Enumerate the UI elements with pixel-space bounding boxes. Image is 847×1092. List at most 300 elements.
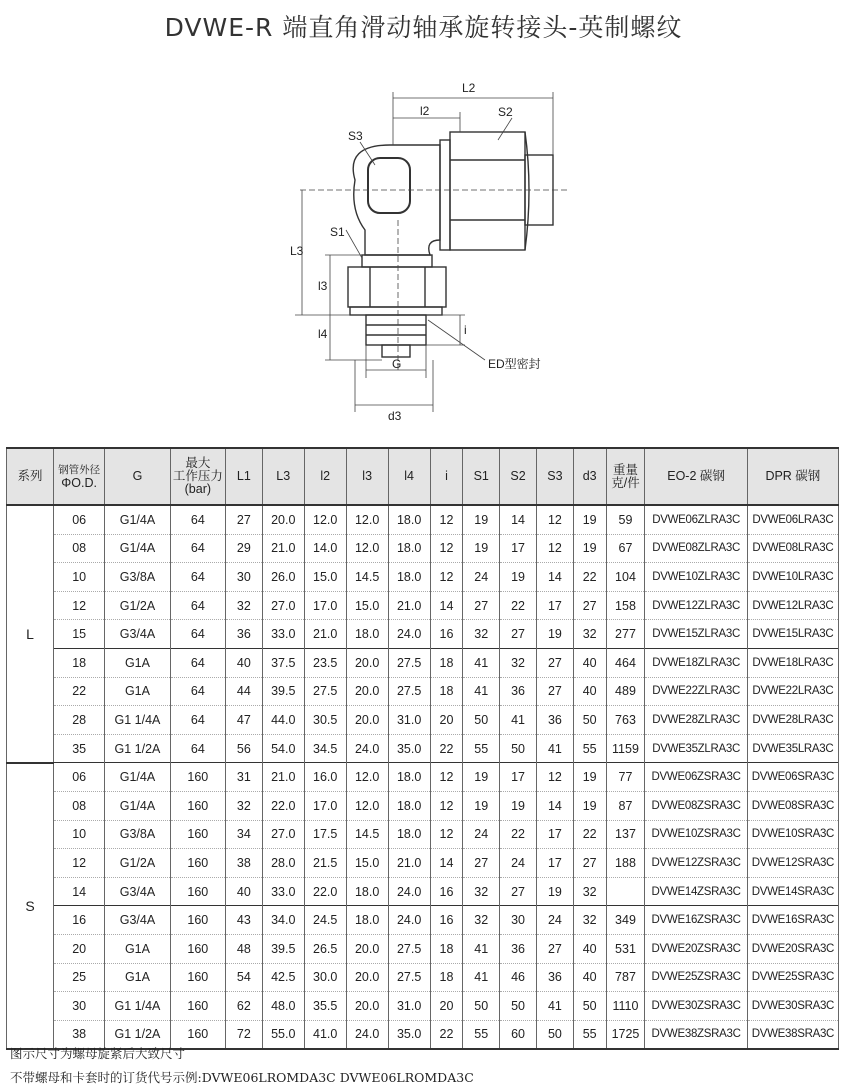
cell-S2: 17 [500, 534, 537, 563]
cell-L3: 21.0 [262, 534, 304, 563]
cell-od: 06 [54, 763, 105, 792]
cell-d3: 50 [573, 992, 606, 1021]
cell-p: 160 [170, 963, 225, 992]
cell-l2: 22.0 [304, 877, 346, 906]
cell-S3: 24 [536, 906, 573, 935]
cell-S3: 17 [536, 820, 573, 849]
cell-dpr: DVWE20SRA3C [747, 934, 838, 963]
cell-S2: 41 [500, 706, 537, 735]
cell-w: 1159 [606, 734, 645, 763]
cell-L3: 55.0 [262, 1020, 304, 1049]
cell-L1: 29 [225, 534, 262, 563]
cell-g: G1/4A [105, 505, 170, 534]
table-row [7, 677, 839, 706]
cell-l3: 14.5 [346, 563, 388, 592]
cell-L3: 48.0 [262, 992, 304, 1021]
cell-l4: 18.0 [388, 534, 430, 563]
cell-l2: 14.0 [304, 534, 346, 563]
cell-g: G3/4A [105, 906, 170, 935]
cell-S1: 41 [463, 963, 500, 992]
cell-S3: 12 [536, 763, 573, 792]
cell-g: G3/8A [105, 820, 170, 849]
label-S1: S1 [330, 225, 345, 239]
table-header-row [7, 448, 839, 505]
cell-eo2: DVWE18ZLRA3C [645, 648, 747, 677]
table-row [7, 591, 839, 620]
cell-d3: 27 [573, 591, 606, 620]
cell-S3: 41 [536, 734, 573, 763]
cell-w: 87 [606, 791, 645, 820]
cell-l4: 24.0 [388, 906, 430, 935]
cell-dpr: DVWE14SRA3C [747, 877, 838, 906]
cell-d3: 55 [573, 734, 606, 763]
cell-g: G1A [105, 963, 170, 992]
cell-i: 18 [430, 934, 463, 963]
cell-l3: 12.0 [346, 505, 388, 534]
cell-dpr: DVWE06SRA3C [747, 763, 838, 792]
table-row [7, 505, 839, 534]
cell-eo2: DVWE38ZSRA3C [645, 1020, 747, 1049]
cell-l2: 15.0 [304, 563, 346, 592]
cell-d3: 19 [573, 505, 606, 534]
cell-eo2: DVWE10ZSRA3C [645, 820, 747, 849]
cell-S3: 27 [536, 677, 573, 706]
table-row [7, 734, 839, 763]
header-series: 系列 [7, 448, 54, 505]
cell-L1: 47 [225, 706, 262, 735]
cell-S1: 24 [463, 820, 500, 849]
cell-S2: 32 [500, 648, 537, 677]
cell-l2: 34.5 [304, 734, 346, 763]
table-row [7, 763, 839, 792]
cell-i: 18 [430, 963, 463, 992]
header-l3: l3 [346, 448, 388, 505]
cell-S1: 19 [463, 505, 500, 534]
cell-i: 20 [430, 992, 463, 1021]
cell-l3: 18.0 [346, 877, 388, 906]
cell-d3: 40 [573, 934, 606, 963]
cell-eo2: DVWE08ZSRA3C [645, 791, 747, 820]
cell-d3: 19 [573, 763, 606, 792]
cell-w: 787 [606, 963, 645, 992]
cell-dpr: DVWE25SRA3C [747, 963, 838, 992]
cell-g: G1/4A [105, 763, 170, 792]
cell-g: G1 1/2A [105, 1020, 170, 1049]
cell-L1: 27 [225, 505, 262, 534]
cell-S1: 32 [463, 906, 500, 935]
cell-l4: 21.0 [388, 591, 430, 620]
cell-S2: 46 [500, 963, 537, 992]
cell-S2: 50 [500, 734, 537, 763]
header-S3: S3 [536, 448, 573, 505]
header-l4: l4 [388, 448, 430, 505]
cell-S1: 19 [463, 763, 500, 792]
cell-eo2: DVWE10ZLRA3C [645, 563, 747, 592]
cell-w: 158 [606, 591, 645, 620]
cell-L3: 26.0 [262, 563, 304, 592]
header-g: G [105, 448, 170, 505]
cell-eo2: DVWE12ZLRA3C [645, 591, 747, 620]
cell-S1: 55 [463, 1020, 500, 1049]
cell-i: 18 [430, 648, 463, 677]
cell-l3: 20.0 [346, 677, 388, 706]
label-S3: S3 [348, 129, 363, 143]
cell-i: 18 [430, 677, 463, 706]
cell-S3: 17 [536, 591, 573, 620]
cell-S3: 36 [536, 963, 573, 992]
cell-i: 22 [430, 1020, 463, 1049]
cell-w: 1110 [606, 992, 645, 1021]
cell-l3: 24.0 [346, 1020, 388, 1049]
cell-S2: 24 [500, 849, 537, 878]
cell-eo2: DVWE28ZLRA3C [645, 706, 747, 735]
cell-l2: 16.0 [304, 763, 346, 792]
cell-l4: 35.0 [388, 734, 430, 763]
cell-w: 1725 [606, 1020, 645, 1049]
cell-eo2: DVWE35ZLRA3C [645, 734, 747, 763]
cell-L1: 44 [225, 677, 262, 706]
header-pressure: 最大 工作压力 (bar) [170, 448, 225, 505]
cell-L1: 40 [225, 648, 262, 677]
cell-L1: 32 [225, 791, 262, 820]
cell-l2: 23.5 [304, 648, 346, 677]
note-order-code: 不带螺母和卡套时的订货代号示例:DVWE06LROMDA3C DVWE06LROMDA3C [10, 1070, 474, 1085]
cell-l4: 24.0 [388, 620, 430, 649]
cell-S3: 41 [536, 992, 573, 1021]
cell-d3: 32 [573, 877, 606, 906]
label-L2: L2 [462, 81, 476, 95]
cell-L3: 39.5 [262, 677, 304, 706]
header-d3: d3 [573, 448, 606, 505]
cell-S1: 41 [463, 648, 500, 677]
cell-p: 64 [170, 677, 225, 706]
cell-w: 489 [606, 677, 645, 706]
cell-l4: 18.0 [388, 505, 430, 534]
cell-l4: 27.5 [388, 648, 430, 677]
spec-table [6, 447, 839, 1050]
table-row [7, 877, 839, 906]
cell-l2: 26.5 [304, 934, 346, 963]
cell-od: 30 [54, 992, 105, 1021]
cell-d3: 22 [573, 563, 606, 592]
cell-L3: 33.0 [262, 877, 304, 906]
cell-eo2: DVWE06ZLRA3C [645, 505, 747, 534]
label-G: G [392, 357, 402, 371]
cell-S3: 12 [536, 534, 573, 563]
cell-eo2: DVWE22ZLRA3C [645, 677, 747, 706]
cell-L1: 48 [225, 934, 262, 963]
cell-l4: 27.5 [388, 934, 430, 963]
cell-dpr: DVWE06LRA3C [747, 505, 838, 534]
cell-S2: 17 [500, 763, 537, 792]
cell-l4: 18.0 [388, 763, 430, 792]
cell-l3: 12.0 [346, 763, 388, 792]
cell-S2: 14 [500, 505, 537, 534]
table-row [7, 791, 839, 820]
cell-l2: 41.0 [304, 1020, 346, 1049]
cell-g: G1/2A [105, 849, 170, 878]
cell-p: 160 [170, 877, 225, 906]
cell-g: G1 1/2A [105, 734, 170, 763]
cell-l4: 35.0 [388, 1020, 430, 1049]
cell-S2: 30 [500, 906, 537, 935]
cell-S3: 50 [536, 1020, 573, 1049]
cell-eo2: DVWE16ZSRA3C [645, 906, 747, 935]
cell-S3: 36 [536, 706, 573, 735]
cell-L3: 33.0 [262, 620, 304, 649]
cell-L1: 30 [225, 563, 262, 592]
cell-l3: 24.0 [346, 734, 388, 763]
cell-L3: 42.5 [262, 963, 304, 992]
cell-L1: 36 [225, 620, 262, 649]
cell-L1: 72 [225, 1020, 262, 1049]
cell-l2: 30.5 [304, 706, 346, 735]
cell-l2: 24.5 [304, 906, 346, 935]
cell-l2: 17.0 [304, 791, 346, 820]
cell-i: 12 [430, 563, 463, 592]
cell-od: 08 [54, 534, 105, 563]
header-eo2: EO-2 碳钢 [645, 448, 747, 505]
cell-g: G3/4A [105, 877, 170, 906]
cell-l3: 20.0 [346, 706, 388, 735]
cell-g: G1 1/4A [105, 706, 170, 735]
cell-l4: 27.5 [388, 963, 430, 992]
cell-g: G1A [105, 934, 170, 963]
cell-l2: 17.5 [304, 820, 346, 849]
cell-od: 20 [54, 934, 105, 963]
cell-l4: 21.0 [388, 849, 430, 878]
table-row [7, 563, 839, 592]
cell-S1: 32 [463, 877, 500, 906]
cell-p: 64 [170, 534, 225, 563]
cell-d3: 32 [573, 620, 606, 649]
cell-i: 16 [430, 906, 463, 935]
cell-dpr: DVWE10LRA3C [747, 563, 838, 592]
cell-S3: 27 [536, 934, 573, 963]
header-weight: 重量 克/件 [606, 448, 645, 505]
cell-i: 16 [430, 620, 463, 649]
cell-od: 14 [54, 877, 105, 906]
cell-w [606, 877, 645, 906]
cell-p: 64 [170, 648, 225, 677]
cell-S2: 50 [500, 992, 537, 1021]
fitting-drawing [250, 70, 610, 430]
cell-w: 349 [606, 906, 645, 935]
cell-w: 137 [606, 820, 645, 849]
cell-l3: 15.0 [346, 849, 388, 878]
cell-i: 12 [430, 763, 463, 792]
cell-d3: 55 [573, 1020, 606, 1049]
cell-dpr: DVWE08LRA3C [747, 534, 838, 563]
cell-L3: 27.0 [262, 591, 304, 620]
cell-od: 22 [54, 677, 105, 706]
cell-d3: 27 [573, 849, 606, 878]
cell-p: 160 [170, 791, 225, 820]
cell-L3: 20.0 [262, 505, 304, 534]
cell-w: 67 [606, 534, 645, 563]
cell-S2: 19 [500, 791, 537, 820]
page-title: DVWE-R 端直角滑动轴承旋转接头-英制螺纹 [164, 13, 683, 42]
series-S: S [7, 763, 54, 1049]
cell-dpr: DVWE18LRA3C [747, 648, 838, 677]
table-row [7, 534, 839, 563]
cell-dpr: DVWE16SRA3C [747, 906, 838, 935]
cell-S2: 27 [500, 620, 537, 649]
cell-l4: 18.0 [388, 820, 430, 849]
cell-dpr: DVWE22LRA3C [747, 677, 838, 706]
cell-L3: 34.0 [262, 906, 304, 935]
cell-S3: 14 [536, 791, 573, 820]
table-row [7, 906, 839, 935]
cell-w: 104 [606, 563, 645, 592]
label-L3: L3 [290, 244, 304, 258]
cell-od: 08 [54, 791, 105, 820]
cell-d3: 19 [573, 534, 606, 563]
cell-l4: 27.5 [388, 677, 430, 706]
cell-dpr: DVWE12SRA3C [747, 849, 838, 878]
table-row [7, 706, 839, 735]
cell-i: 20 [430, 706, 463, 735]
cell-dpr: DVWE35LRA3C [747, 734, 838, 763]
cell-S1: 41 [463, 677, 500, 706]
cell-w: 763 [606, 706, 645, 735]
cell-S1: 27 [463, 591, 500, 620]
cell-eo2: DVWE08ZLRA3C [645, 534, 747, 563]
cell-L3: 22.0 [262, 791, 304, 820]
cell-dpr: DVWE10SRA3C [747, 820, 838, 849]
cell-l3: 18.0 [346, 906, 388, 935]
cell-l3: 15.0 [346, 591, 388, 620]
cell-dpr: DVWE12LRA3C [747, 591, 838, 620]
header-od: 钢管外径 ΦO.D. [54, 448, 105, 505]
cell-p: 64 [170, 734, 225, 763]
label-S2: S2 [498, 105, 513, 119]
cell-L3: 28.0 [262, 849, 304, 878]
cell-S2: 36 [500, 677, 537, 706]
table-row [7, 849, 839, 878]
cell-L1: 32 [225, 591, 262, 620]
cell-eo2: DVWE12ZSRA3C [645, 849, 747, 878]
cell-od: 38 [54, 1020, 105, 1049]
cell-dpr: DVWE28LRA3C [747, 706, 838, 735]
cell-L3: 39.5 [262, 934, 304, 963]
cell-l2: 30.0 [304, 963, 346, 992]
cell-S1: 19 [463, 534, 500, 563]
cell-l2: 21.0 [304, 620, 346, 649]
table-row [7, 620, 839, 649]
cell-eo2: DVWE14ZSRA3C [645, 877, 747, 906]
cell-p: 64 [170, 620, 225, 649]
cell-S3: 14 [536, 563, 573, 592]
cell-d3: 32 [573, 906, 606, 935]
cell-eo2: DVWE15ZLRA3C [645, 620, 747, 649]
label-l3: l3 [318, 279, 328, 293]
cell-S1: 55 [463, 734, 500, 763]
cell-l3: 12.0 [346, 534, 388, 563]
cell-i: 14 [430, 591, 463, 620]
cell-eo2: DVWE30ZSRA3C [645, 992, 747, 1021]
cell-p: 160 [170, 1020, 225, 1049]
cell-S2: 22 [500, 820, 537, 849]
cell-l3: 14.5 [346, 820, 388, 849]
cell-g: G1 1/4A [105, 992, 170, 1021]
cell-S2: 19 [500, 563, 537, 592]
cell-l2: 12.0 [304, 505, 346, 534]
cell-L1: 38 [225, 849, 262, 878]
cell-od: 15 [54, 620, 105, 649]
cell-w: 464 [606, 648, 645, 677]
cell-g: G1A [105, 648, 170, 677]
label-d3: d3 [388, 409, 402, 423]
cell-i: 12 [430, 820, 463, 849]
cell-l4: 31.0 [388, 992, 430, 1021]
cell-w: 59 [606, 505, 645, 534]
cell-p: 160 [170, 849, 225, 878]
cell-l4: 24.0 [388, 877, 430, 906]
cell-d3: 40 [573, 648, 606, 677]
cell-p: 64 [170, 591, 225, 620]
table-row [7, 934, 839, 963]
header-l2: l2 [304, 448, 346, 505]
cell-d3: 22 [573, 820, 606, 849]
cell-l3: 20.0 [346, 992, 388, 1021]
cell-g: G3/8A [105, 563, 170, 592]
cell-w: 277 [606, 620, 645, 649]
cell-g: G1/4A [105, 534, 170, 563]
cell-p: 160 [170, 763, 225, 792]
cell-d3: 40 [573, 677, 606, 706]
cell-g: G1/2A [105, 591, 170, 620]
header-i: i [430, 448, 463, 505]
cell-L1: 62 [225, 992, 262, 1021]
cell-L1: 43 [225, 906, 262, 935]
cell-l2: 21.5 [304, 849, 346, 878]
cell-p: 160 [170, 820, 225, 849]
cell-S1: 24 [463, 563, 500, 592]
cell-d3: 40 [573, 963, 606, 992]
cell-l3: 12.0 [346, 791, 388, 820]
cell-l2: 17.0 [304, 591, 346, 620]
cell-S3: 19 [536, 877, 573, 906]
cell-dpr: DVWE15LRA3C [747, 620, 838, 649]
cell-p: 160 [170, 906, 225, 935]
cell-i: 16 [430, 877, 463, 906]
cell-L1: 54 [225, 963, 262, 992]
cell-d3: 19 [573, 791, 606, 820]
cell-S1: 41 [463, 934, 500, 963]
label-i: i [464, 323, 467, 337]
cell-od: 10 [54, 563, 105, 592]
cell-S1: 32 [463, 620, 500, 649]
cell-w: 188 [606, 849, 645, 878]
cell-L3: 21.0 [262, 763, 304, 792]
cell-eo2: DVWE20ZSRA3C [645, 934, 747, 963]
label-ed-seal: ED型密封 [488, 357, 541, 371]
cell-w: 77 [606, 763, 645, 792]
cell-i: 14 [430, 849, 463, 878]
label-l2: l2 [420, 104, 430, 118]
cell-S2: 27 [500, 877, 537, 906]
table-row [7, 992, 839, 1021]
cell-l3: 20.0 [346, 963, 388, 992]
cell-l3: 20.0 [346, 648, 388, 677]
cell-l2: 35.5 [304, 992, 346, 1021]
table-row [7, 820, 839, 849]
cell-L1: 40 [225, 877, 262, 906]
cell-g: G1A [105, 677, 170, 706]
cell-i: 12 [430, 505, 463, 534]
cell-S3: 12 [536, 505, 573, 534]
